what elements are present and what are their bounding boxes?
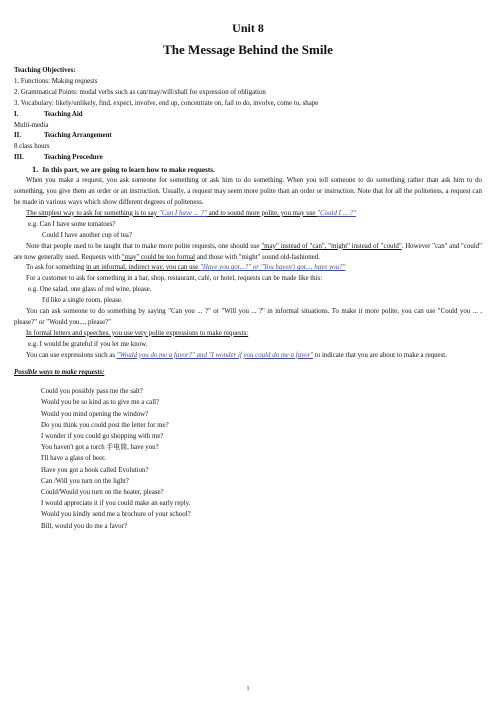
list-item: I would appreciate it if you could make an early reply.	[41, 500, 191, 508]
example-line: Could I have another cup of tea?	[42, 231, 132, 239]
highlighted-phrase: "Would you do me a favor?" and "I wonder if you could do me a favor"	[116, 351, 314, 359]
section-number: III.	[14, 154, 24, 162]
possible-ways-heading: Possible ways to make requests:	[14, 369, 105, 377]
objective-item: 1. Functions: Making requests	[14, 77, 98, 85]
example-line: e.g. Can I have some tomatoes?	[28, 220, 116, 228]
list-item: Would you be so kind as to give me a call?	[41, 399, 160, 407]
paragraph-informal-situations: You can ask someone to do something by saying "Can you ... ?" or "Will you ... ?" in informal situations. To make it more polite, you can use "Could you ... , please?" or "Would you..., please?"	[14, 308, 482, 326]
underlined-text: and to sound more polite, you may use	[206, 209, 318, 217]
paragraph-favor	[14, 351, 482, 362]
list-item: Would you mind opening the window?	[41, 410, 149, 418]
objectives-heading: Teaching Objectives:	[14, 67, 76, 74]
step-text: In this part, we are going to learn how to make requests.	[42, 166, 215, 175]
example-line: I'd like a single room, please.	[42, 297, 123, 305]
underlined-text: "may" could be too formal	[121, 253, 196, 261]
section-heading-aid	[14, 110, 482, 121]
section-label: Teaching Aid	[44, 110, 83, 118]
paragraph-text: . However "can" and "could" are now generally used. Requests with	[14, 242, 482, 261]
list-item: Do you think you could post the letter for me?	[41, 421, 169, 429]
list-item: Can /Will you turn on the light?	[41, 477, 129, 485]
step-number: 1.	[32, 164, 39, 175]
arrangement-content: 8 class hours	[14, 143, 50, 151]
underlined-text: The simplest way to ask for something is to say	[26, 209, 159, 217]
request-examples-list	[14, 386, 482, 532]
highlighted-phrase: "Can I have ... ?"	[158, 209, 207, 217]
example-line: e.g. One salad, one glass of red wine, please.	[28, 286, 152, 294]
aid-content: Multi-media	[14, 121, 49, 129]
list-item: You haven't got a torch 手电筒, have you?	[41, 444, 159, 452]
list-item: Could you possibly pass me the salt?	[41, 388, 143, 396]
underlined-text: In formal letters and speeches, you use very polite expressions to make requests:	[26, 329, 249, 337]
underlined-text: in an informal, indirect way, you can use	[86, 264, 200, 272]
list-item: Have you got a book called Evolution?	[41, 466, 149, 474]
procedure-step	[14, 164, 482, 176]
objective-item: 2. Grammatical Points: modal verbs such as can/may/will/shall for expression of obligation	[14, 88, 266, 96]
example-line: e.g. I would be grateful if you let me know.	[28, 340, 148, 348]
section-number: I.	[14, 110, 19, 118]
list-item: Could/Would you turn on the heater, please?	[41, 489, 164, 497]
list-item: I'll have a glass of beer.	[41, 455, 106, 463]
underlined-text: "may" instead of "can", "might" instead of "could"	[261, 242, 402, 250]
highlighted-phrase: "Have you got...?" or "You haven't got..., have you?"	[199, 264, 346, 272]
unit-heading: Unit 8	[232, 21, 264, 35]
list-item: Would you kindly send me a brochure of your school?	[41, 511, 191, 519]
paragraph-requests: When you make a request, you ask someone for something or ask him to do something. When you tell someone to do something rather than ask him to do something, you give them an order or an instruction. Usually, a request may seem more polite than an order or instruction. Note that for all the politeness, a request can be made in various ways which show different degrees of politeness.	[14, 177, 482, 206]
section-label: Teaching Procedure	[44, 154, 103, 162]
page-number: 1	[246, 686, 250, 692]
list-item: I wonder if you could go shopping with me?	[41, 433, 164, 441]
paragraph-customer: For a customer to ask for something in a bar, shop, restaurant, café, or hotel, requests can be made like this:	[26, 275, 323, 283]
paragraph-text: To ask for something	[26, 264, 86, 272]
paragraph-text: You can use expressions such as	[26, 351, 117, 359]
section-heading-arrangement	[14, 131, 482, 142]
list-item: Bill, would you do me a favor?	[41, 522, 127, 530]
paragraph-text: Note that people used to be taught that to make more polite requests, one should use	[26, 242, 262, 250]
objective-item: 3. Vocabulary: likely/unlikely, find, expect, involve, end up, concentrate on, fail to do, involve, come to, shape	[14, 99, 319, 107]
paragraph-formal	[14, 329, 482, 340]
paragraph-note	[14, 242, 482, 264]
paragraph-simplest	[14, 209, 482, 220]
section-label: Teaching Arrangement	[44, 132, 112, 140]
section-number: II.	[14, 132, 22, 140]
paragraph-text: to indicate that you are about to make a request.	[313, 351, 447, 359]
section-heading-procedure	[14, 153, 482, 164]
paragraph-text: and those with "might" sound old-fashioned.	[195, 253, 320, 261]
highlighted-phrase: "Could I ... ?"	[317, 209, 356, 217]
paragraph-informal	[14, 263, 482, 274]
page-title: The Message Behind the Smile	[163, 42, 333, 57]
document-page	[14, 20, 482, 532]
